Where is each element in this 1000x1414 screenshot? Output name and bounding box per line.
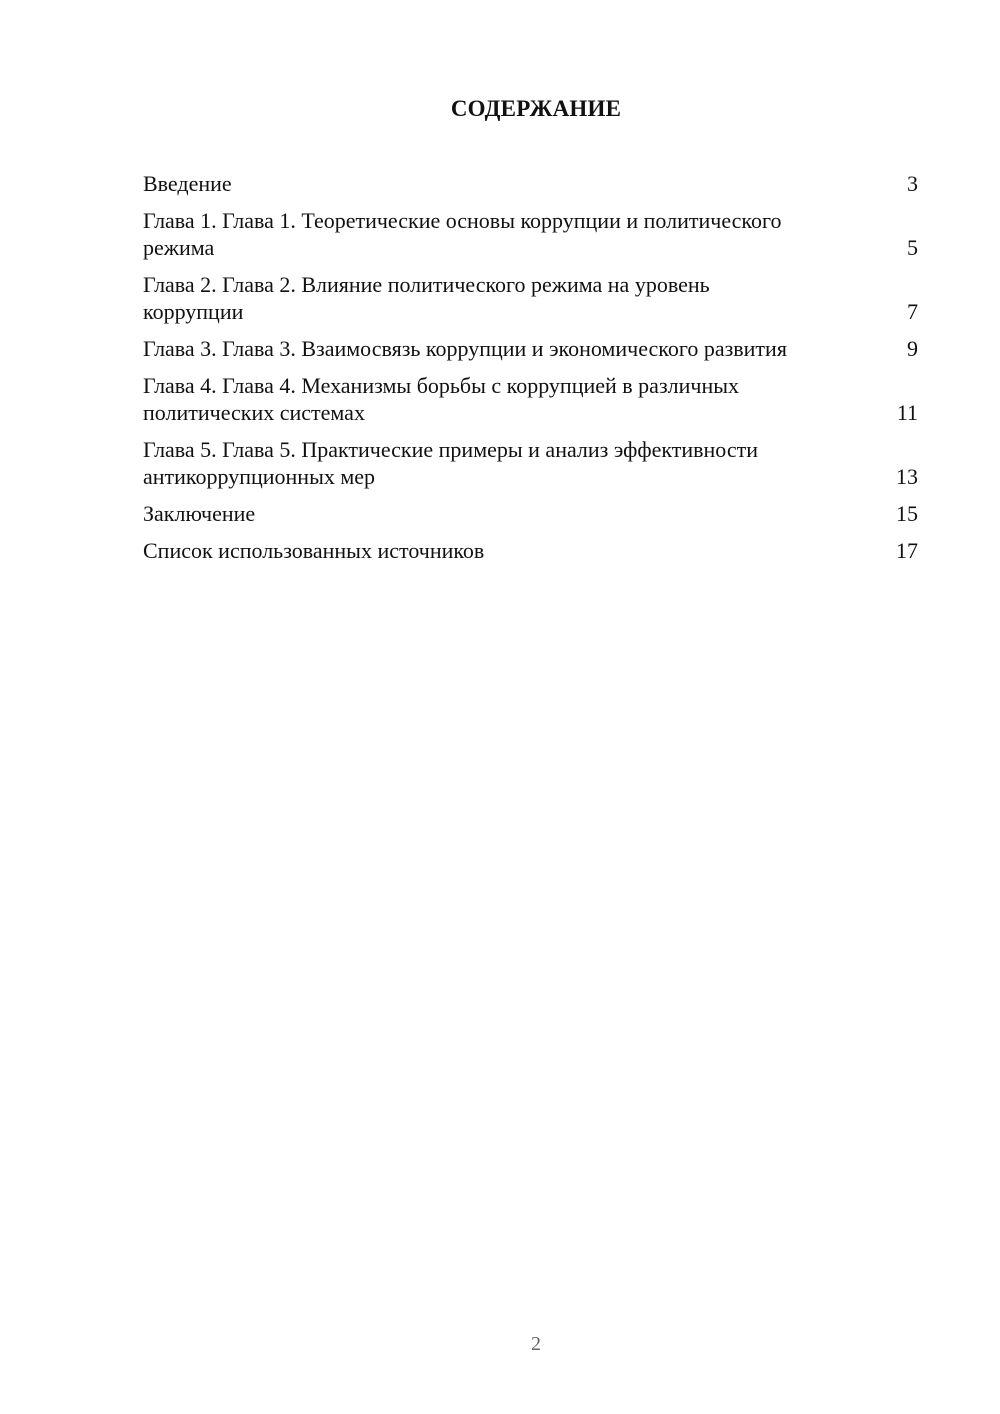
toc-entry-title: Введение bbox=[143, 171, 232, 196]
toc-entry-title: Глава 5. Глава 5. Практические примеры и анализ эффективности антикоррупционных мер bbox=[143, 437, 758, 489]
toc-heading: СОДЕРЖАНИЕ bbox=[450, 96, 622, 121]
toc-entry-page: 13 bbox=[896, 464, 918, 489]
toc-entry-page: 3 bbox=[907, 171, 918, 196]
toc-list bbox=[143, 170, 918, 574]
toc-entry-title: Глава 1. Глава 1. Теоретические основы коррупции и политического режима bbox=[143, 208, 782, 260]
toc-entry-page: 17 bbox=[896, 538, 918, 563]
toc-entry-chapter-1 bbox=[143, 207, 918, 261]
toc-entry-page: 7 bbox=[907, 299, 918, 324]
toc-entry-chapter-5 bbox=[143, 436, 918, 490]
toc-entry-title: Список использованных источников bbox=[143, 538, 485, 563]
toc-entry-chapter-2 bbox=[143, 271, 918, 325]
toc-entry-chapter-3 bbox=[143, 335, 918, 362]
toc-entry-page: 15 bbox=[896, 501, 918, 526]
page-number: 2 bbox=[531, 1333, 541, 1355]
toc-entry-title: Глава 2. Глава 2. Влияние политического режима на уровень коррупции bbox=[143, 272, 710, 324]
toc-entry-conclusion bbox=[143, 500, 918, 527]
toc-entry-title: Глава 3. Глава 3. Взаимосвязь коррупции и экономического развития bbox=[143, 336, 787, 361]
toc-entry-page: 11 bbox=[896, 400, 918, 425]
toc-entry-title: Глава 4. Глава 4. Механизмы борьбы с коррупцией в различных политических системах bbox=[143, 373, 740, 425]
toc-entry-page: 5 bbox=[907, 235, 918, 260]
toc-entry-references bbox=[143, 537, 918, 564]
toc-entry-title: Заключение bbox=[143, 501, 256, 526]
toc-entry-chapter-4 bbox=[143, 372, 918, 426]
toc-entry-introduction bbox=[143, 170, 918, 197]
toc-entry-page: 9 bbox=[907, 336, 918, 361]
